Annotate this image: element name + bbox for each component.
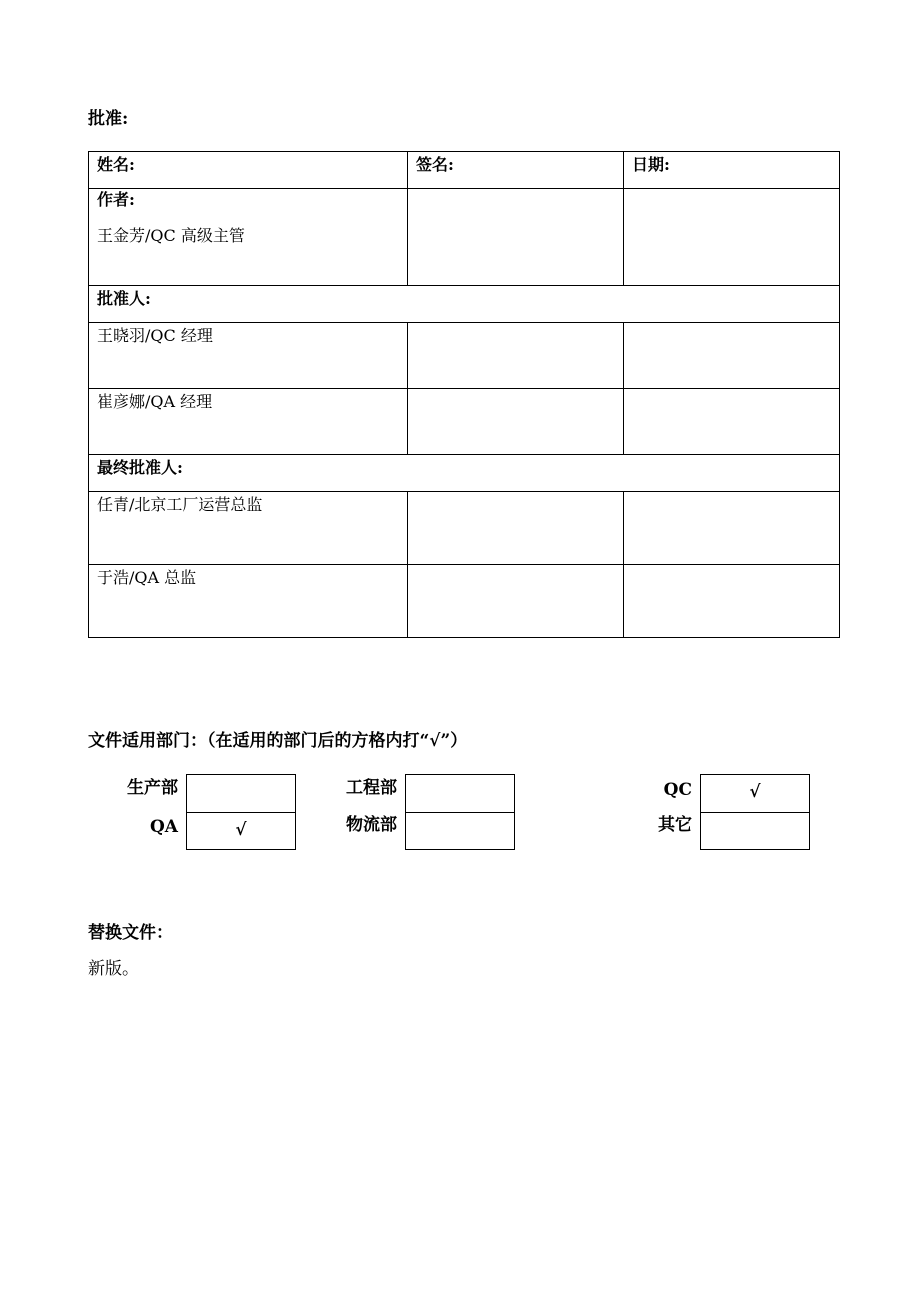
date-cell[interactable] (624, 565, 840, 638)
signature-cell[interactable] (408, 492, 624, 565)
department-checkbox-production[interactable] (187, 775, 295, 812)
department-checkbox-group (700, 774, 810, 850)
department-checkbox-logistics[interactable] (406, 812, 514, 849)
approver-section-row (89, 286, 840, 323)
date-column-header: 日期: (624, 152, 840, 189)
signature-cell[interactable] (408, 565, 624, 638)
table-row (89, 389, 840, 455)
department-label-other: 其它 (658, 815, 692, 835)
date-cell[interactable] (624, 189, 840, 286)
department-label-qa: QA (150, 817, 178, 837)
approver-name: 王晓羽/QC 经理 (89, 323, 408, 389)
approver-name: 崔彦娜/QA 经理 (89, 389, 408, 455)
department-label-qc: QC (663, 780, 692, 800)
replacement-value: 新版。 (88, 959, 139, 979)
author-cell (89, 189, 408, 286)
table-header-row (89, 152, 840, 189)
department-checkbox-group (186, 774, 296, 850)
table-row (89, 565, 840, 638)
date-cell[interactable] (624, 492, 840, 565)
departments-heading: 文件适用部门：（在适用的部门后的方格内打“√”） (88, 731, 468, 751)
table-row (89, 492, 840, 565)
date-cell[interactable] (624, 323, 840, 389)
department-checkbox-group (405, 774, 515, 850)
table-row (89, 323, 840, 389)
department-checkbox-engineering[interactable] (406, 775, 514, 812)
author-row (89, 189, 840, 286)
author-name: 王金芳/QC 高级主管 (97, 226, 245, 245)
final-approver-section-label: 最终批准人: (89, 455, 840, 492)
approval-heading: 批准: (88, 109, 129, 129)
signature-cell[interactable] (408, 389, 624, 455)
approver-section-label: 批准人: (89, 286, 840, 323)
signature-column-header: 签名: (408, 152, 624, 189)
department-checkbox-qa[interactable]: √ (187, 812, 295, 849)
final-approver-section-row (89, 455, 840, 492)
department-checkbox-qc[interactable]: √ (749, 782, 761, 802)
replacement-heading: 替换文件： (88, 923, 173, 943)
department-label-production: 生产部 (127, 778, 178, 798)
signature-cell[interactable] (408, 189, 624, 286)
department-label-engineering: 工程部 (346, 778, 397, 798)
final-approver-name: 于浩/QA 总监 (89, 565, 408, 638)
date-cell[interactable] (624, 389, 840, 455)
author-role-label: 作者: (97, 190, 135, 209)
name-column-header: 姓名: (89, 152, 408, 189)
department-checkbox-other[interactable] (701, 812, 809, 849)
department-label-logistics: 物流部 (346, 815, 397, 835)
signature-cell[interactable] (408, 323, 624, 389)
final-approver-name: 任青/北京工厂运营总监 (89, 492, 408, 565)
approval-table (88, 151, 840, 638)
